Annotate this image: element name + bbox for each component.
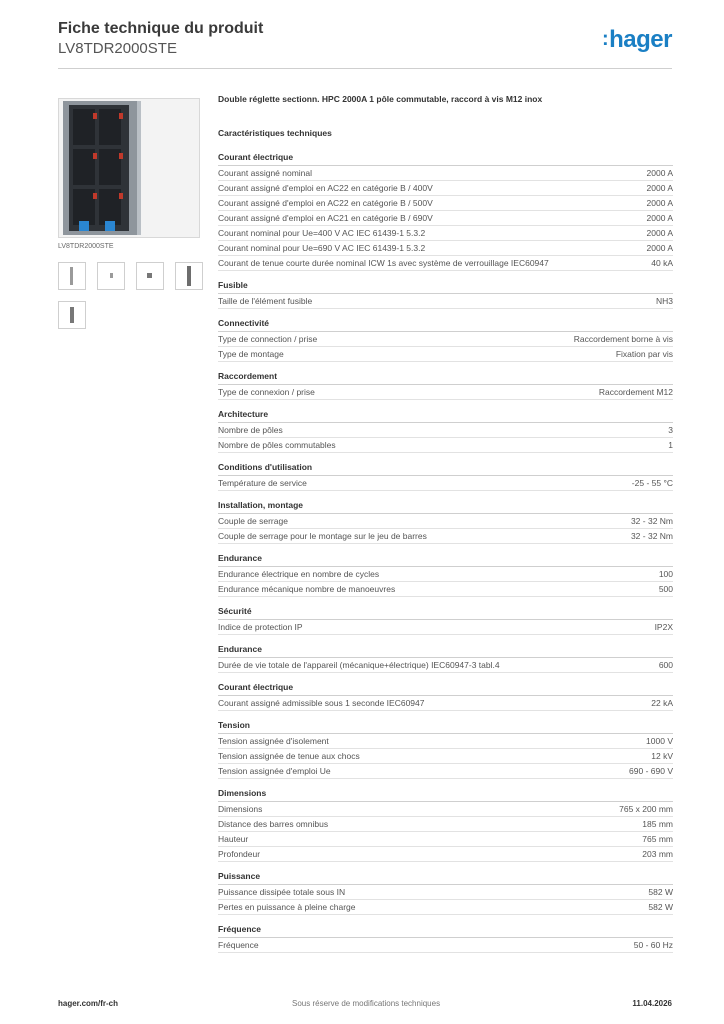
spec-value: 32 - 32 Nm: [630, 531, 673, 541]
spec-group-title: Courant électrique: [218, 682, 673, 696]
spec-label: Courant assigné d'emploi en AC22 en catégorie B / 500V: [218, 198, 433, 208]
spec-label: Profondeur: [218, 849, 261, 859]
spec-value: -25 - 55 °C: [631, 478, 673, 488]
spec-value: NH3: [655, 296, 673, 306]
spec-content: [218, 94, 673, 962]
spec-label: Type de connection / prise: [218, 334, 318, 344]
spec-row: [218, 332, 673, 347]
spec-value: 765 x 200 mm: [619, 804, 673, 814]
spec-group: [218, 553, 673, 597]
spec-group-title: Puissance: [218, 871, 673, 885]
spec-label: Endurance mécanique nombre de manoeuvres: [218, 584, 396, 594]
spec-group: [218, 152, 673, 271]
spec-row: [218, 256, 673, 271]
spec-value: 582 W: [648, 902, 673, 912]
spec-row: [218, 567, 673, 582]
spec-label: Courant assigné d'emploi en AC22 en catégorie B / 400V: [218, 183, 433, 193]
logo-text: hager: [609, 26, 672, 53]
spec-label: Taille de l'élément fusible: [218, 296, 313, 306]
spec-value: 3: [668, 425, 673, 435]
spec-row: [218, 832, 673, 847]
spec-label: Température de service: [218, 478, 307, 488]
product-illustration: [59, 99, 199, 237]
spec-value: 690 - 690 V: [629, 766, 673, 776]
spec-value: 2000 A: [646, 183, 673, 193]
spec-label: Pertes en puissance à pleine charge: [218, 902, 356, 912]
spec-value: 50 - 60 Hz: [633, 940, 673, 950]
spec-row: [218, 900, 673, 915]
spec-label: Tension assignée d'isolement: [218, 736, 329, 746]
spec-row: [218, 211, 673, 226]
spec-row: [218, 529, 673, 544]
spec-group: [218, 644, 673, 673]
spec-label: Durée de vie totale de l'appareil (mécanique+électrique) IEC60947-3 tabl.4: [218, 660, 500, 670]
spec-value: 582 W: [648, 887, 673, 897]
spec-value: Fixation par vis: [615, 349, 673, 359]
spec-row: [218, 734, 673, 749]
spec-value: 2000 A: [646, 228, 673, 238]
spec-row: [218, 423, 673, 438]
header-divider: [58, 68, 672, 69]
spec-group-title: Fréquence: [218, 924, 673, 938]
spec-label: Courant de tenue courte durée nominal ICW 1s avec système de verrouillage IEC60947: [218, 258, 549, 268]
spec-group: [218, 318, 673, 362]
spec-group-title: Connectivité: [218, 318, 673, 332]
spec-label: Distance des barres omnibus: [218, 819, 329, 829]
spec-label: Courant nominal pour Ue=690 V AC IEC 61439-1 5.3.2: [218, 243, 426, 253]
spec-value: 2000 A: [646, 213, 673, 223]
spec-row: [218, 476, 673, 491]
spec-row: [218, 181, 673, 196]
spec-label: Puissance dissipée totale sous IN: [218, 887, 346, 897]
spec-group: [218, 924, 673, 953]
spec-group-title: Installation, montage: [218, 500, 673, 514]
spec-value: 100: [658, 569, 673, 579]
spec-value: 2000 A: [646, 168, 673, 178]
spec-group-title: Fusible: [218, 280, 673, 294]
spec-value: IP2X: [654, 622, 673, 632]
product-description: Double réglette sectionn. HPC 2000A 1 pôle commutable, raccord à vis M12 inox: [218, 94, 543, 104]
spec-label: Nombre de pôles: [218, 425, 283, 435]
spec-value: 500: [658, 584, 673, 594]
spec-group-title: Courant électrique: [218, 152, 673, 166]
spec-value: 1000 V: [646, 736, 673, 746]
spec-label: Tension assignée d'emploi Ue: [218, 766, 331, 776]
spec-value: 32 - 32 Nm: [630, 516, 673, 526]
spec-value: 2000 A: [646, 243, 673, 253]
thumbnail-2[interactable]: [97, 262, 125, 290]
spec-group-title: Conditions d'utilisation: [218, 462, 673, 476]
spec-label: Fréquence: [218, 940, 259, 950]
spec-group: [218, 720, 673, 779]
spec-row: [218, 885, 673, 900]
spec-row: [218, 241, 673, 256]
spec-label: Nombre de pôles commutables: [218, 440, 336, 450]
product-reference: LV8TDR2000STE: [58, 40, 177, 57]
spec-row: [218, 514, 673, 529]
spec-row: [218, 196, 673, 211]
spec-group: [218, 462, 673, 491]
spec-row: [218, 817, 673, 832]
spec-group: [218, 606, 673, 635]
spec-row: [218, 582, 673, 597]
spec-label: Type de connexion / prise: [218, 387, 315, 397]
product-image-caption: LV8TDR2000STE: [58, 243, 114, 250]
spec-value: Raccordement borne à vis: [573, 334, 673, 344]
spec-value: 1: [668, 440, 673, 450]
spec-value: Raccordement M12: [598, 387, 673, 397]
thumbnail-5[interactable]: [58, 301, 86, 329]
spec-group: [218, 371, 673, 400]
spec-row: [218, 749, 673, 764]
spec-label: Type de montage: [218, 349, 284, 359]
spec-group: [218, 280, 673, 309]
spec-group-title: Sécurité: [218, 606, 673, 620]
hager-logo[interactable]: [602, 26, 672, 54]
spec-groups: [218, 152, 673, 953]
spec-group: [218, 409, 673, 453]
spec-row: [218, 802, 673, 817]
spec-value: 600: [658, 660, 673, 670]
spec-row: [218, 438, 673, 453]
spec-row: [218, 294, 673, 309]
spec-group: [218, 500, 673, 544]
spec-row: [218, 658, 673, 673]
page-title: Fiche technique du produit: [58, 20, 264, 37]
spec-row: [218, 764, 673, 779]
thumbnail-3[interactable]: [136, 262, 164, 290]
spec-row: [218, 847, 673, 862]
spec-group-title: Dimensions: [218, 788, 673, 802]
section-title: Caractéristiques techniques: [218, 128, 332, 138]
spec-label: Courant assigné d'emploi en AC21 en catégorie B / 690V: [218, 213, 433, 223]
spec-label: Dimensions: [218, 804, 263, 814]
spec-group: [218, 871, 673, 915]
spec-value: 203 mm: [642, 849, 673, 859]
spec-row: [218, 385, 673, 400]
spec-value: 2000 A: [646, 198, 673, 208]
spec-label: Courant nominal pour Ue=400 V AC IEC 61439-1 5.3.2: [218, 228, 426, 238]
logo-dots: :: [601, 28, 609, 50]
spec-label: Endurance électrique en nombre de cycles: [218, 569, 380, 579]
footer-date: 11.04.2026: [632, 999, 672, 1008]
product-image[interactable]: [58, 98, 200, 238]
spec-value: 22 kA: [651, 698, 673, 708]
spec-label: Hauteur: [218, 834, 249, 844]
spec-row: [218, 226, 673, 241]
spec-label: Courant assigné admissible sous 1 seconde IEC60947: [218, 698, 425, 708]
spec-row: [218, 166, 673, 181]
spec-value: 765 mm: [642, 834, 673, 844]
spec-label: Tension assignée de tenue aux chocs: [218, 751, 360, 761]
spec-group-title: Tension: [218, 720, 673, 734]
spec-label: Couple de serrage pour le montage sur le jeu de barres: [218, 531, 427, 541]
spec-label: Indice de protection IP: [218, 622, 303, 632]
spec-group-title: Architecture: [218, 409, 673, 423]
spec-value: 40 kA: [651, 258, 673, 268]
spec-group: [218, 788, 673, 862]
spec-label: Couple de serrage: [218, 516, 288, 526]
spec-row: [218, 938, 673, 953]
spec-label: Courant assigné nominal: [218, 168, 313, 178]
spec-group: [218, 682, 673, 711]
spec-group-title: Endurance: [218, 553, 673, 567]
spec-value: 12 kV: [651, 751, 673, 761]
spec-value: 185 mm: [642, 819, 673, 829]
spec-row: [218, 696, 673, 711]
footer-website-link[interactable]: hager.com/fr-ch: [58, 999, 119, 1008]
spec-row: [218, 620, 673, 635]
thumbnail-1[interactable]: [58, 262, 86, 290]
spec-group-title: Endurance: [218, 644, 673, 658]
spec-group-title: Raccordement: [218, 371, 673, 385]
spec-row: [218, 347, 673, 362]
footer-disclaimer: Sous réserve de modifications techniques: [292, 999, 441, 1008]
thumbnail-4[interactable]: [175, 262, 203, 290]
